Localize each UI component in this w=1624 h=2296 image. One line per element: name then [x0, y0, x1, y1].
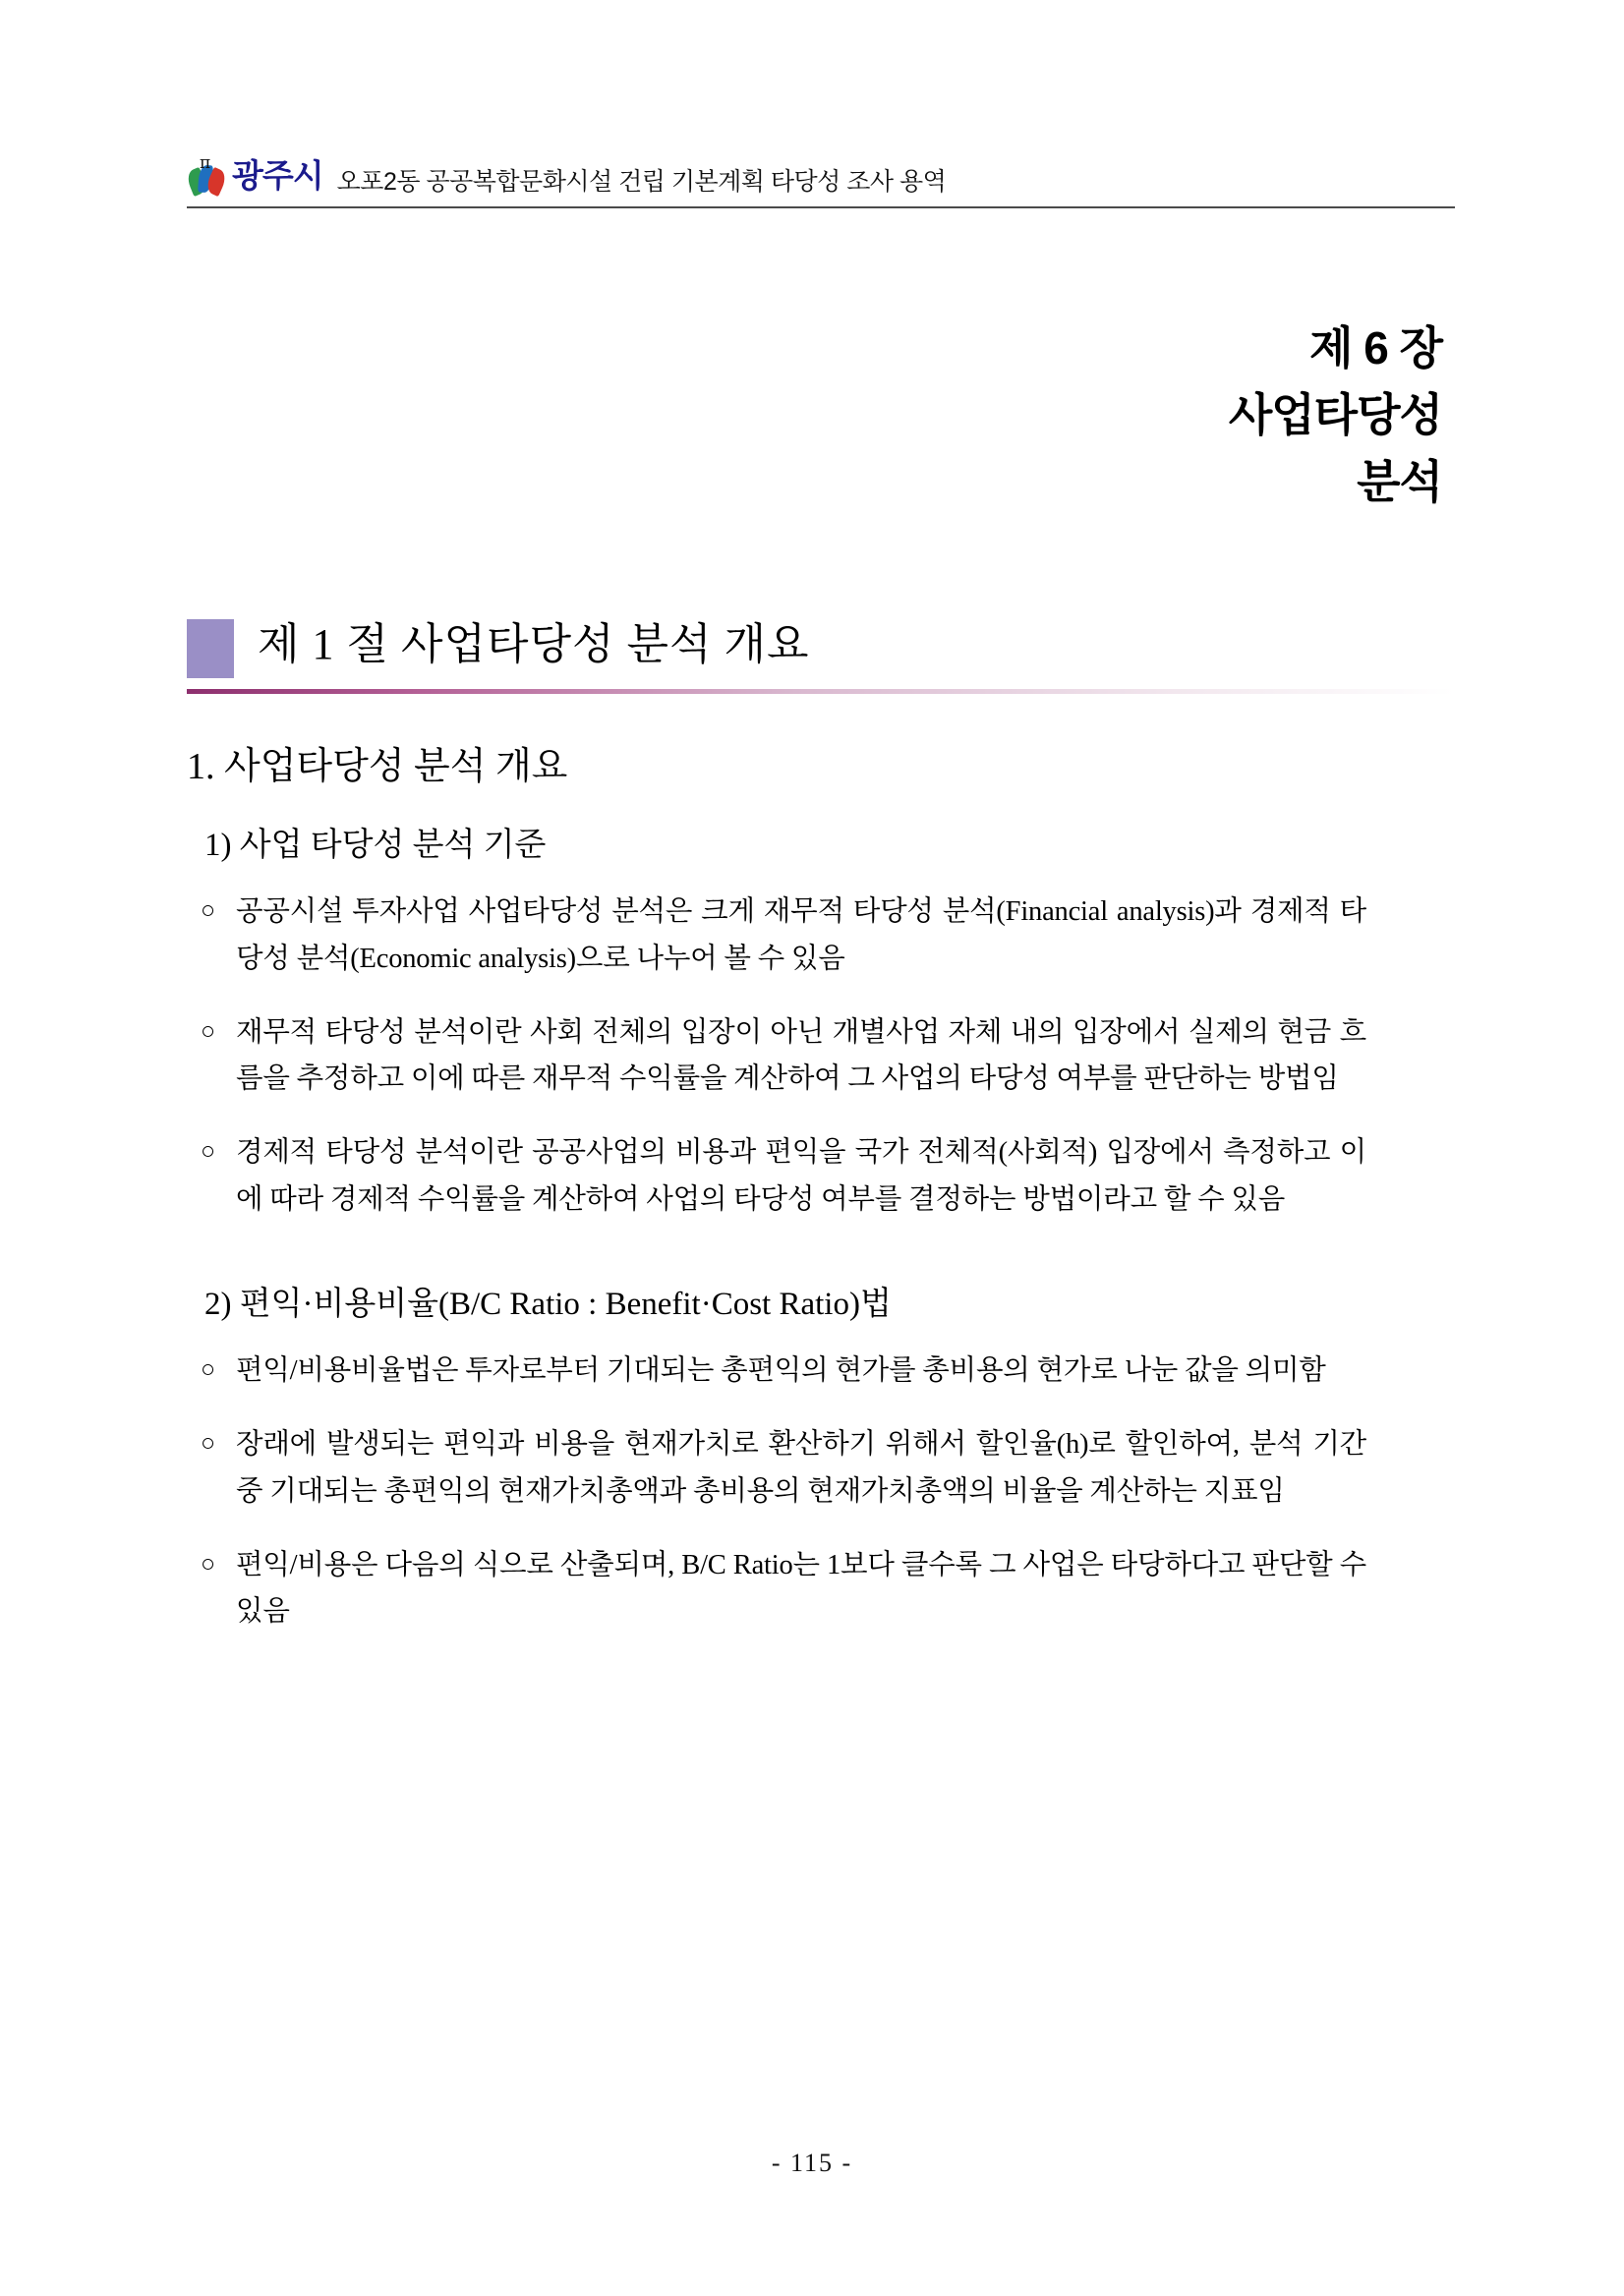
body-heading-2-sub2: 2) 편익·비용비율(B/C Ratio : Benefit·Cost Ratio)법 [204, 1287, 892, 1323]
list-item-text: 장래에 발생되는 편익과 비용을 현재가치로 환산하기 위해서 할인율(h)로 할인하여, 분석 기간 중 기대되는 총편익의 현재가치총액과 총비용의 현재가치총액의 비율을 계산하는 지표임 [236, 1429, 1366, 1507]
bullet-circle-icon: ○ [201, 1430, 215, 1458]
list-item [187, 889, 1366, 982]
list-item-text: 공공시설 투자사업 사업타당성 분석은 크게 재무적 타당성 분석(Financial analysis)과 경제적 타당성 분석(Economic analysis)으로 나누어 볼 수 있음 [236, 896, 1366, 974]
city-logo-text: 광주시 [232, 156, 323, 194]
list-item [187, 1542, 1366, 1636]
bullet-circle-icon: ○ [201, 1017, 215, 1045]
page-header [187, 138, 1455, 208]
city-logo [187, 149, 337, 201]
section-marker-square [187, 619, 234, 678]
bullet-list-sub2 [187, 1348, 1465, 1635]
bullet-circle-icon: ○ [201, 1355, 215, 1383]
bullet-circle-icon: ○ [201, 1138, 215, 1166]
bullet-circle-icon: ○ [201, 1550, 215, 1578]
section-heading-bar [187, 611, 1455, 694]
pi-glyph-icon: π [200, 153, 211, 173]
section-divider-rule [187, 689, 1455, 694]
chapter-title [754, 315, 1442, 515]
page-body [187, 743, 1465, 1635]
bullet-list-sub1 [187, 889, 1465, 1223]
body-heading-2-sub1: 1) 사업 타당성 분석 기준 [204, 828, 547, 864]
bullet-circle-icon: ○ [201, 897, 215, 925]
body-heading-1: 1. 사업타당성 분석 개요 [187, 746, 568, 787]
chapter-line-2: 사업타당성 [1228, 389, 1442, 441]
list-item-text: 경제적 타당성 분석이란 공공사업의 비용과 편익을 국가 전체적(사회적) 입장에서 측정하고 이에 따라 경제적 수익률을 계산하여 사업의 타당성 여부를 결정하는 방법이라고 할 수 있음 [236, 1137, 1366, 1215]
list-item-text: 재무적 타당성 분석이란 사회 전체의 입장이 아닌 개별사업 자체 내의 입장에서 실제의 현금 흐름을 추정하고 이에 따른 재무적 수익률을 계산하여 그 사업의 타당성 여부를 판단하는 방법임 [236, 1016, 1366, 1095]
list-item-text: 편익/비용비율법은 투자로부터 기대되는 총편익의 현가를 총비용의 현가로 나눈 값을 의미함 [236, 1354, 1326, 1386]
list-item [187, 1348, 1366, 1394]
leaf-logo-icon [187, 153, 226, 197]
header-title: 오포2동 공공복합문화시설 건립 기본계획 타당성 조사 용역 [336, 168, 947, 196]
list-item [187, 1129, 1366, 1223]
list-item [187, 1009, 1366, 1103]
list-item [187, 1421, 1366, 1515]
section-heading-label: 제 1 절 사업타당성 분석 개요 [258, 620, 810, 668]
chapter-line-3: 분석 [1357, 456, 1442, 508]
chapter-line-1: 제 6 장 [1308, 322, 1442, 373]
page-number: - 115 - [771, 2149, 853, 2177]
list-item-text: 편익/비용은 다음의 식으로 산출되며, B/C Ratio는 1보다 클수록 그 사업은 타당하다고 판단할 수 있음 [236, 1549, 1366, 1628]
